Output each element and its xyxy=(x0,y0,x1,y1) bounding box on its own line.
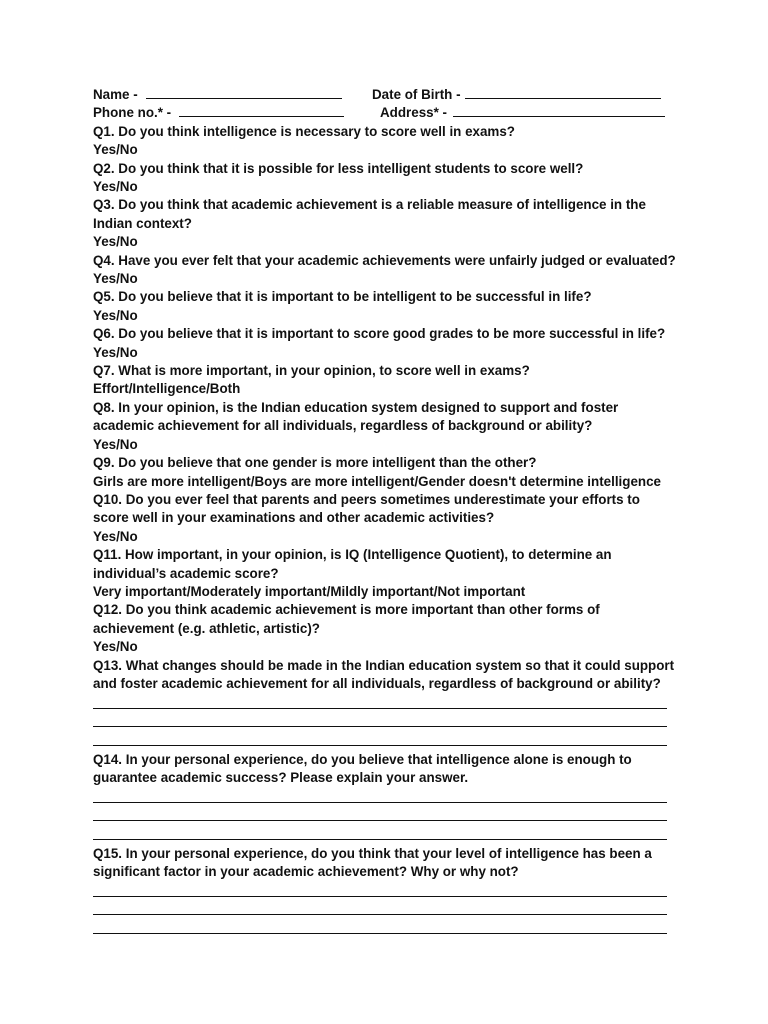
answer-blank-line[interactable] xyxy=(93,900,673,918)
open-question-list xyxy=(93,657,673,939)
question-block xyxy=(93,123,673,160)
question-text: Q15. In your personal experience, do you think that your level of intelligence has been a xyxy=(93,845,652,861)
question-text: Q13. What changes should be made in the Indian education system so that it could support xyxy=(93,657,675,673)
answer-blank-line[interactable] xyxy=(93,730,673,748)
question-block xyxy=(93,288,673,325)
question-block xyxy=(93,601,673,656)
phone-field[interactable] xyxy=(93,104,344,122)
question-text: Q10. Do you ever feel that parents and peers sometimes underestimate your efforts to xyxy=(93,491,640,507)
question-text: Q1. Do you think intelligence is necessary to score well in exams? xyxy=(93,123,515,139)
address-blank[interactable] xyxy=(453,104,665,117)
question-block xyxy=(93,160,673,197)
dob-field[interactable] xyxy=(372,86,661,104)
phone-blank[interactable] xyxy=(179,104,344,117)
answer-options[interactable]: Yes/No xyxy=(93,234,138,250)
question-text: Q5. Do you believe that it is important to be intelligent to be successful in life? xyxy=(93,289,592,305)
name-field[interactable] xyxy=(93,86,342,104)
question-text: achievement (e.g. athletic, artistic)? xyxy=(93,620,320,636)
answer-blank-line[interactable] xyxy=(93,824,673,842)
question-text: guarantee academic success? Please explain your answer. xyxy=(93,769,469,785)
question-text: Q4. Have you ever felt that your academic achievements were unfairly judged or evaluated? xyxy=(93,252,676,268)
question-text: significant factor in your academic achievement? Why or why not? xyxy=(93,863,519,879)
address-label: Address* - xyxy=(380,105,447,121)
question-text: and foster academic achievement for all individuals, regardless of background or ability? xyxy=(93,675,661,691)
dob-label: Date of Birth - xyxy=(372,87,461,102)
questionnaire-page xyxy=(93,86,676,939)
question-text: Q6. Do you believe that it is important to score good grades to be more successful in life? xyxy=(93,326,666,342)
question-text: Q3. Do you think that academic achievement is a reliable measure of intelligence in the xyxy=(93,197,646,213)
open-question-block xyxy=(93,657,673,751)
question-block xyxy=(93,252,676,289)
answer-blank-line[interactable] xyxy=(93,712,673,730)
question-text: Q9. Do you believe that one gender is more intelligent than the other? xyxy=(93,455,537,471)
answer-options[interactable]: Very important/Moderately important/Mildly important/Not important xyxy=(93,583,526,599)
question-text: Q12. Do you think academic achievement is more important than other forms of xyxy=(93,602,600,618)
header-row-2 xyxy=(93,104,673,122)
open-question-block xyxy=(93,751,673,845)
answer-options[interactable]: Girls are more intelligent/Boys are more intelligent/Gender doesn't determine intelligence xyxy=(93,473,661,489)
question-text: Q14. In your personal experience, do you believe that intelligence alone is enough to xyxy=(93,751,632,767)
answer-blank-line[interactable] xyxy=(93,806,673,824)
question-text: Q11. How important, in your opinion, is IQ (Intelligence Quotient), to determine an xyxy=(93,547,612,563)
answer-options[interactable]: Yes/No xyxy=(93,436,138,452)
question-list xyxy=(93,123,676,657)
question-block xyxy=(93,546,673,601)
answer-blank-line[interactable] xyxy=(93,787,673,805)
question-text: academic achievement for all individuals, regardless of background or ability? xyxy=(93,418,593,434)
answer-blank-line[interactable] xyxy=(93,693,673,711)
name-blank[interactable] xyxy=(146,86,342,99)
answer-options[interactable]: Yes/No xyxy=(93,179,138,194)
question-text: Q8. In your opinion, is the Indian education system designed to support and foster xyxy=(93,399,619,415)
question-block xyxy=(93,362,673,399)
answer-options[interactable]: Yes/No xyxy=(93,307,138,323)
question-block xyxy=(93,454,673,491)
header-row-1 xyxy=(93,86,673,104)
question-text: individual’s academic score? xyxy=(93,565,279,581)
address-field[interactable] xyxy=(380,104,665,122)
spacer xyxy=(93,937,673,939)
dob-blank[interactable] xyxy=(465,86,661,99)
question-text: Q2. Do you think that it is possible for less intelligent students to score well? xyxy=(93,160,584,176)
answer-blank-line[interactable] xyxy=(93,918,673,936)
answer-options[interactable]: Yes/No xyxy=(93,271,138,287)
name-label: Name - xyxy=(93,87,138,102)
question-text: score well in your examinations and other academic activities? xyxy=(93,510,495,526)
answer-options[interactable]: Yes/No xyxy=(93,639,138,655)
answer-options[interactable]: Yes/No xyxy=(93,142,138,158)
question-text: Indian context? xyxy=(93,215,192,231)
question-block xyxy=(93,325,673,362)
phone-label: Phone no.* - xyxy=(93,105,172,121)
question-text: Q7. What is more important, in your opinion, to score well in exams? xyxy=(93,363,530,379)
open-question-block xyxy=(93,845,673,939)
question-block xyxy=(93,196,673,251)
answer-blank-line[interactable] xyxy=(93,881,673,899)
answer-options[interactable]: Yes/No xyxy=(93,344,138,360)
question-block xyxy=(93,491,673,546)
answer-options[interactable]: Yes/No xyxy=(93,528,138,544)
question-block xyxy=(93,399,673,454)
answer-options[interactable]: Effort/Intelligence/Both xyxy=(93,381,241,397)
